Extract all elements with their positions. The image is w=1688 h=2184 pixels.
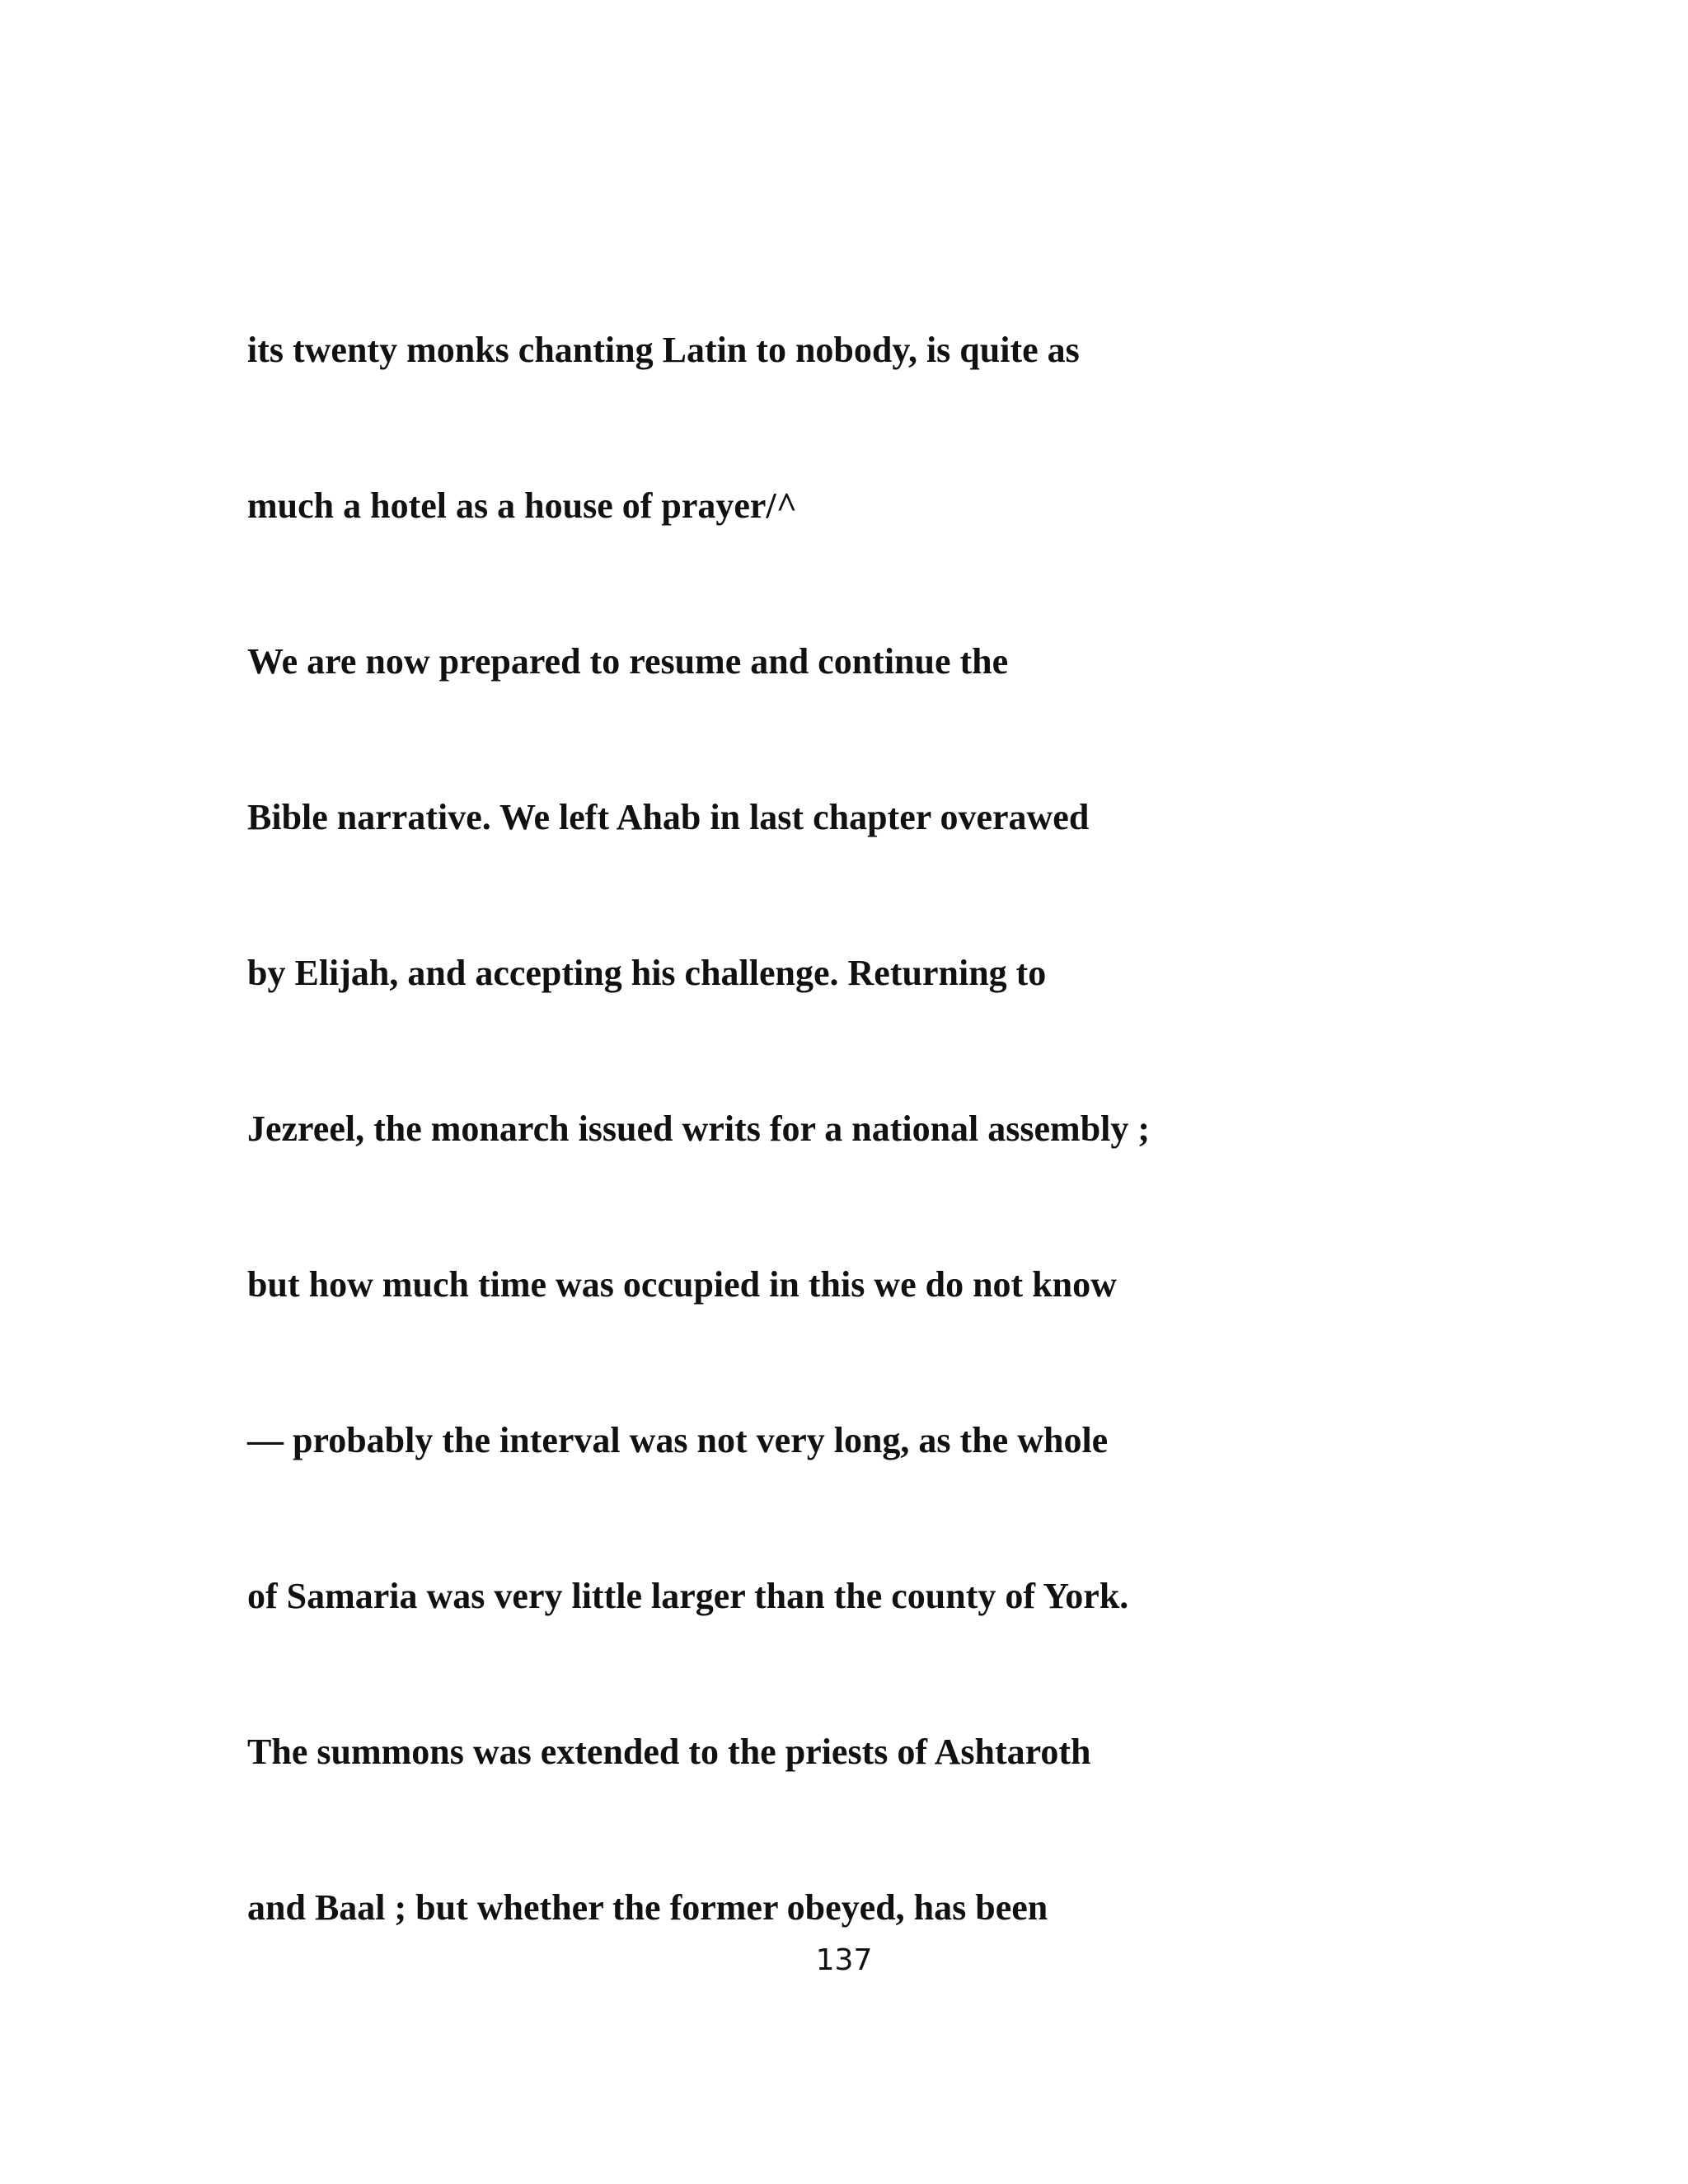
body-text	[247, 272, 1566, 1985]
text-line: by Elijah, and accepting his challenge. Returning to	[247, 953, 1047, 993]
text-line: Jezreel, the monarch issued writs for a national assembly ;	[247, 1108, 1151, 1149]
text-line: — probably the interval was not very long, as the whole	[247, 1420, 1109, 1460]
text-line: much a hotel as a house of prayer/^	[247, 485, 798, 526]
text-line: We are now prepared to resume and continue the	[247, 641, 1009, 682]
text-line: but how much time was occupied in this we do not know	[247, 1264, 1117, 1305]
text-line: its twenty monks chanting Latin to nobody, is quite as	[247, 330, 1080, 370]
text-line: and Baal ; but whether the former obeyed, has been	[247, 1887, 1048, 1928]
page-number: 137	[815, 1943, 873, 1977]
text-line: Bible narrative. We left Ahab in last chapter overawed	[247, 797, 1090, 837]
text-line: The summons was extended to the priests of Ashtaroth	[247, 1732, 1091, 1772]
text-line: of Samaria was very little larger than the county of York.	[247, 1576, 1129, 1616]
